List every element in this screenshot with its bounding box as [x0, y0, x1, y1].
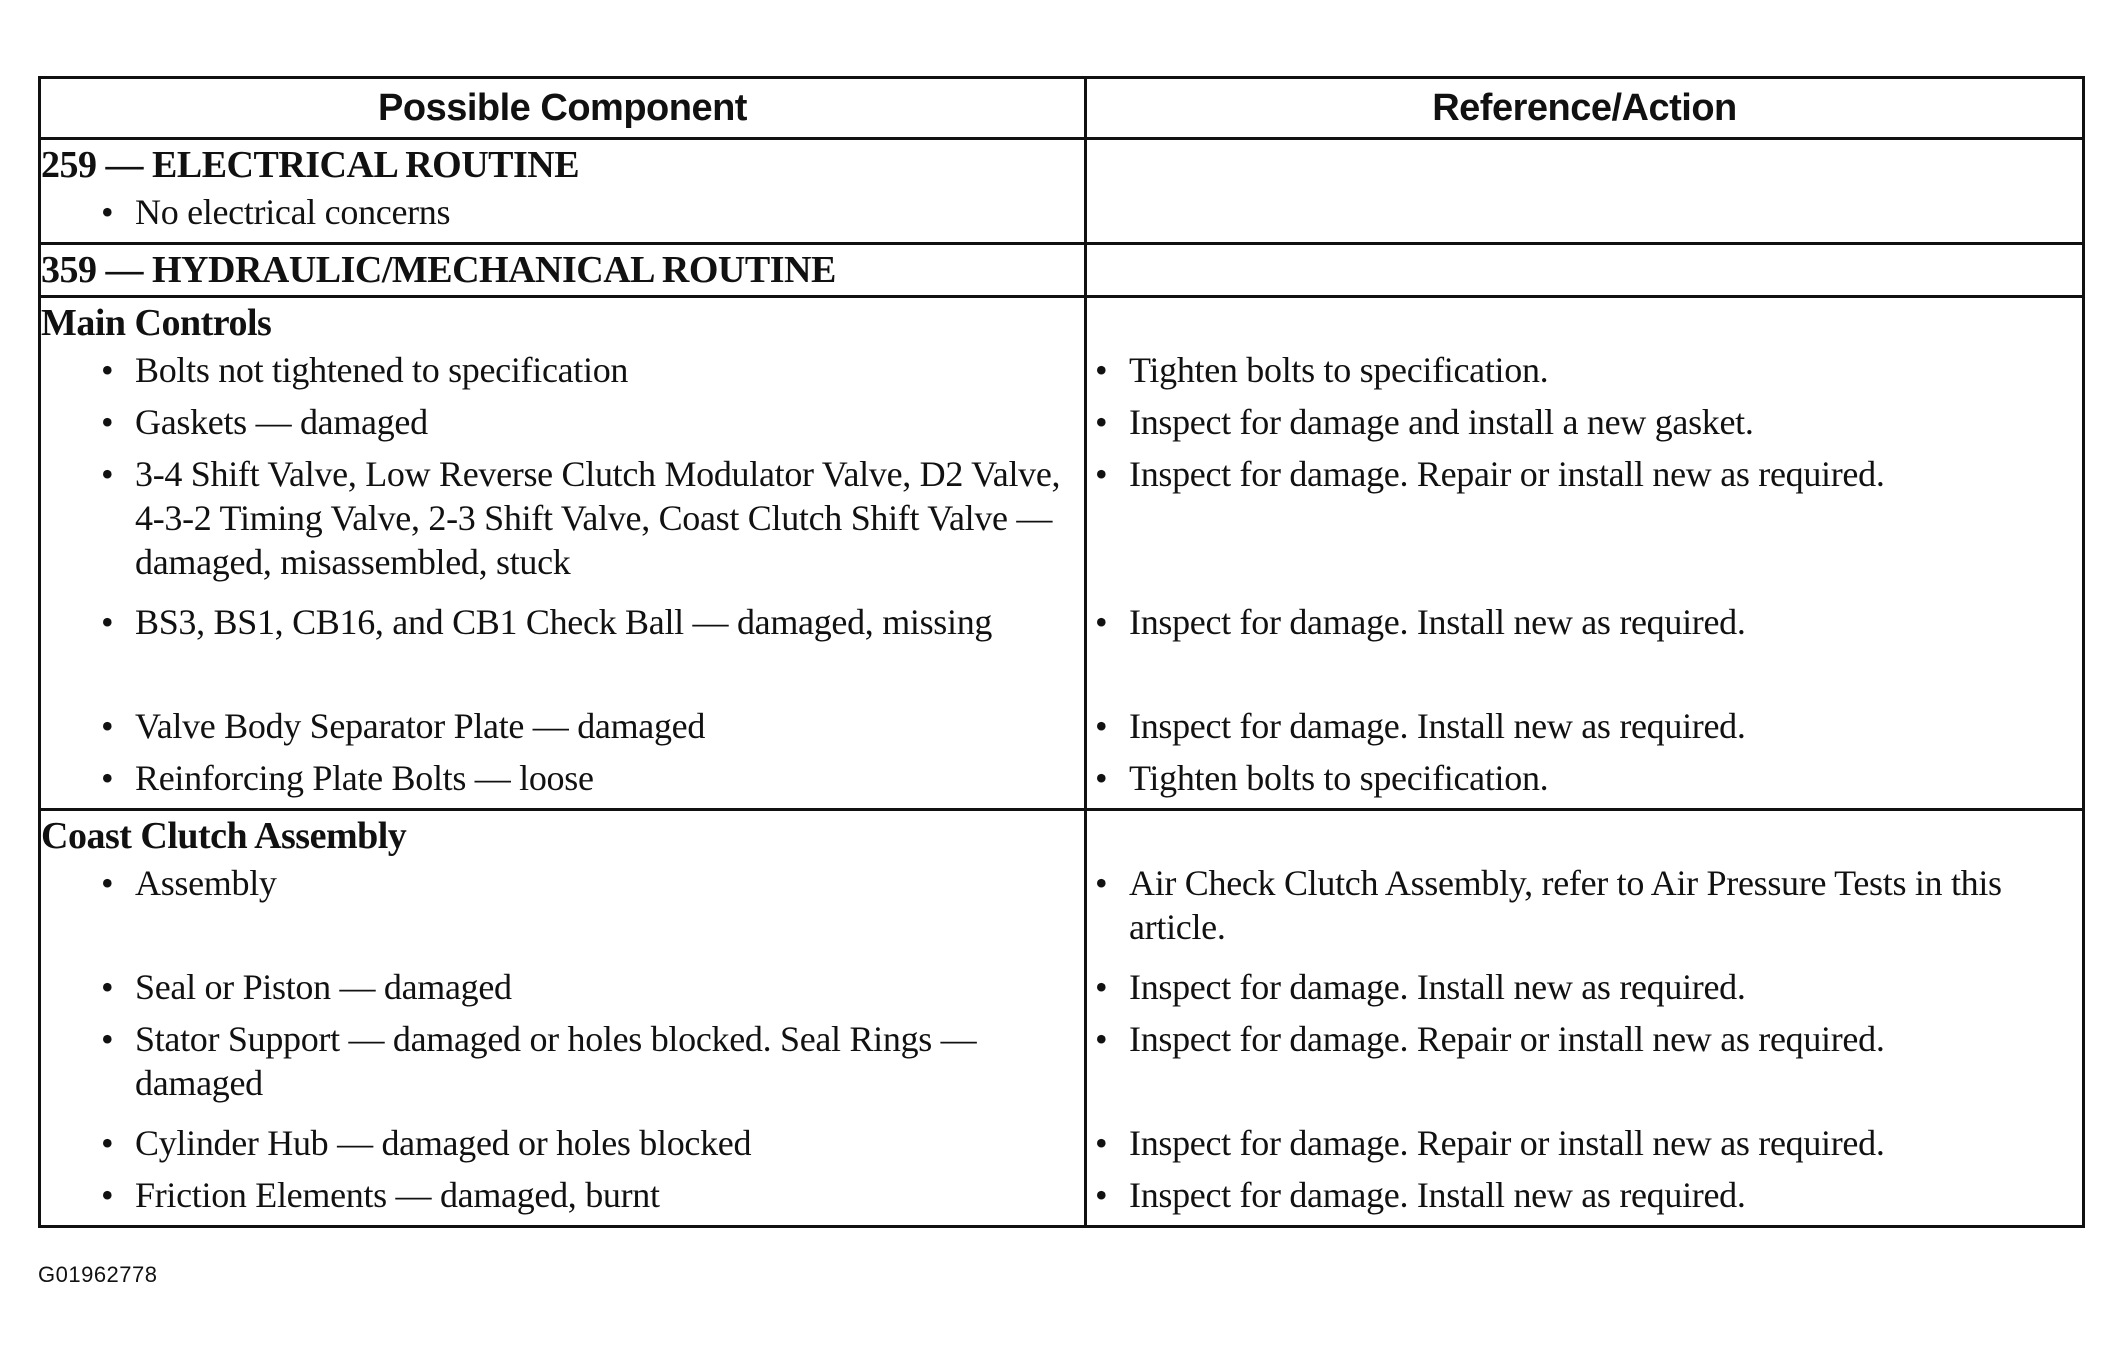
component-list: [41, 348, 1084, 800]
action-cell: [1086, 139, 2084, 244]
list-item: • Stator Support — damaged or holes blocked. Seal Rings — damaged: [41, 1017, 1084, 1113]
list-item: • Inspect for damage. Repair or install new as required.: [1087, 1017, 2082, 1113]
list-item: • Inspect for damage. Install new as required.: [1087, 704, 2082, 748]
list-item: • 3-4 Shift Valve, Low Reverse Clutch Modulator Valve, D2 Valve, 4-3-2 Timing Valve, 2-3 Shift Valve, Coast Clutch Shift Valve — damaged, misassembled, stuck: [41, 452, 1084, 592]
list-item: • Friction Elements — damaged, burnt: [41, 1173, 1084, 1217]
list-item: • BS3, BS1, CB16, and CB1 Check Ball — damaged, missing: [41, 600, 1084, 696]
list-item: • Gaskets — damaged: [41, 400, 1084, 444]
list-item: • Seal or Piston — damaged: [41, 965, 1084, 1009]
list-item: • Inspect for damage. Install new as required.: [1087, 1173, 2082, 1217]
action-cell: [1086, 810, 2084, 1227]
component-cell: [40, 244, 1086, 297]
list-item: • Assembly: [41, 861, 1084, 957]
action-cell: [1086, 244, 2084, 297]
list-item: • Tighten bolts to specification.: [1087, 756, 2082, 800]
section-title: Main Controls: [41, 302, 272, 344]
column-header-component: Possible Component: [40, 78, 1086, 139]
list-item: • Reinforcing Plate Bolts — loose: [41, 756, 1084, 800]
list-item: • Bolts not tightened to specification: [41, 348, 1084, 392]
list-item: • Tighten bolts to specification.: [1087, 348, 2082, 392]
action-list: [1087, 861, 2082, 1217]
component-cell: [40, 297, 1086, 810]
list-item: • Cylinder Hub — damaged or holes blocked: [41, 1121, 1084, 1165]
section-title: Coast Clutch Assembly: [41, 815, 407, 857]
section-hydraulic-mechanical-routine: [40, 244, 2084, 297]
list-item: • Inspect for damage. Repair or install new as required.: [1087, 1121, 2082, 1165]
section-electrical-routine: [40, 139, 2084, 244]
list-item: • Valve Body Separator Plate — damaged: [41, 704, 1084, 748]
diagnosis-table: [38, 76, 2085, 1228]
list-item: • Air Check Clutch Assembly, refer to Air Pressure Tests in this article.: [1087, 861, 2082, 957]
component-cell: [40, 139, 1086, 244]
figure-code: G01962778: [38, 1262, 158, 1287]
action-list: [1087, 348, 2082, 800]
section-coast-clutch-assembly: [40, 810, 2084, 1227]
action-cell: [1086, 297, 2084, 810]
list-item: • No electrical concerns: [41, 190, 1084, 234]
list-item: • Inspect for damage. Install new as required.: [1087, 965, 2082, 1009]
list-item: • Inspect for damage. Repair or install new as required.: [1087, 452, 2082, 592]
header-row: [40, 78, 2084, 139]
component-list: [41, 190, 1084, 234]
list-item: • Inspect for damage and install a new gasket.: [1087, 400, 2082, 444]
list-item: • Inspect for damage. Install new as required.: [1087, 600, 2082, 696]
section-main-controls: [40, 297, 2084, 810]
component-cell: [40, 810, 1086, 1227]
section-title: 259 — ELECTRICAL ROUTINE: [41, 144, 580, 186]
component-list: [41, 861, 1084, 1217]
section-title: 359 — HYDRAULIC/MECHANICAL ROUTINE: [41, 249, 836, 291]
column-header-action: Reference/Action: [1086, 78, 2084, 139]
